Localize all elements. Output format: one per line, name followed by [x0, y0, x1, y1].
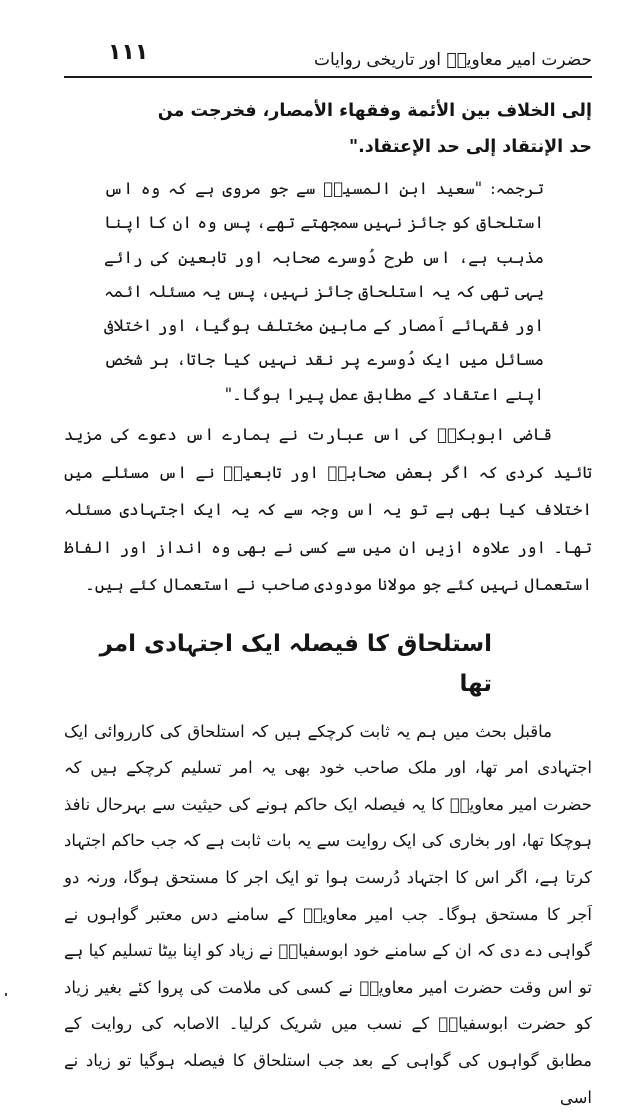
page-number: ۱۱۱ [108, 40, 149, 65]
page-body [64, 82, 592, 1116]
running-title: حضرت امیر معاویہؓ اور تاریخی روایات [313, 50, 592, 70]
arabic-quote-line-2: حد الإنتقاد إلى حد الإعتقاد." [348, 137, 592, 157]
header-rule [64, 76, 592, 78]
paragraph-2-text: ماقبل بحث میں ہم یہ ثابت کرچکے ہیں کہ استلحاق کی کارروائی ایک اجتہادی امر تھا، اور ملک صاحب خود بھی یہ امر تسلیم کرچکے ہیں کہ حضرت امیر معاویہؓ کا یہ فیصلہ ایک حاکم ہونے کی حیثیت سے بہرحال نافذ ہوچکا تھا، اور بخاری کی ایک روایت سے یہ بات ثابت ہے کہ جب حاکم اجتہاد کرتا ہے، اگر اس کا اجتہاد دُرست ہوا تو ایک اجر کا مستحق ہوگا، ورنہ دو اَجر کا مستحق ہوگا۔ جب امیر معاویہؓ کے سامنے دس معتبر گواہوں نے گواہی دے دی کہ ان کے سامنے خود ابوسفیانؓ نے زیاد کو اپنا بیٹا تسلیم کیا ہے تو اس وقت حضرت امیر معاویہؓ نے کسی کی ملامت کی پروا کئے بغیر زیاد کو حضرت ابوسفیانؓ کے نسب میں شریک کرلیا۔ الاصابہ کی روایت کے مطابق گواہوں کی گواہی کے بعد جب استلحاق کا فیصلہ ہوگیا تو زیاد نے اسی [64, 721, 592, 1107]
section-heading: استلحاق کا فیصلہ ایک اجتہادی امر تھا [99, 630, 492, 697]
page-header [64, 40, 592, 72]
arabic-quote-line-1: إلى الخلاف بين الأئمة وفقهاء الأمصار، فخرجت من [157, 101, 592, 121]
scan-mark [5, 993, 7, 996]
paragraph-1 [64, 416, 592, 604]
translation-label: ترجمہ: [490, 179, 545, 198]
paragraph-2 [64, 714, 592, 1116]
translation-text: "سعید ابن المسیبؒ سے جو مروی ہے کہ وہ اس استلحاق کو جائز نہیں سمجھتے تھے، پس وہ ان کا اپنا مذہب ہے، اس طرح دُوسرے صحابہ اور تابعین کی رائے یہی تھی کہ یہ استلحاق جائز نہیں، پس یہ مسئلہ ائمہ اور فقہائے اَمصار کے مابین مختلف ہوگیا، اور اختلافی مسائل میں ایک دُوسرے پر نقد نہیں کیا جاتا، ہر شخص اپنے اعتقاد کے مطابق عمل پیرا ہوگا۔" [104, 179, 544, 404]
paragraph-1-text: قاضی ابوبکرؒ کی اس عبارت نے ہمارے اس دعوے کی مزید تائید کردی کہ اگر بعض صحابہؓ اور تابعینؒ نے اس مسئلے میں اختلاف کیا بھی ہے تو یہ اس وجہ سے کہ یہ ایک اجتہادی مسئلہ تھا۔ اور علاوہ ازیں ان میں سے کسی نے بھی وہ انداز اور الفاظ استعمال نہیں کئے جو مولانا مودودی صاحب نے استعمال کئے ہیں۔ [64, 425, 592, 595]
translation-block [104, 172, 544, 412]
